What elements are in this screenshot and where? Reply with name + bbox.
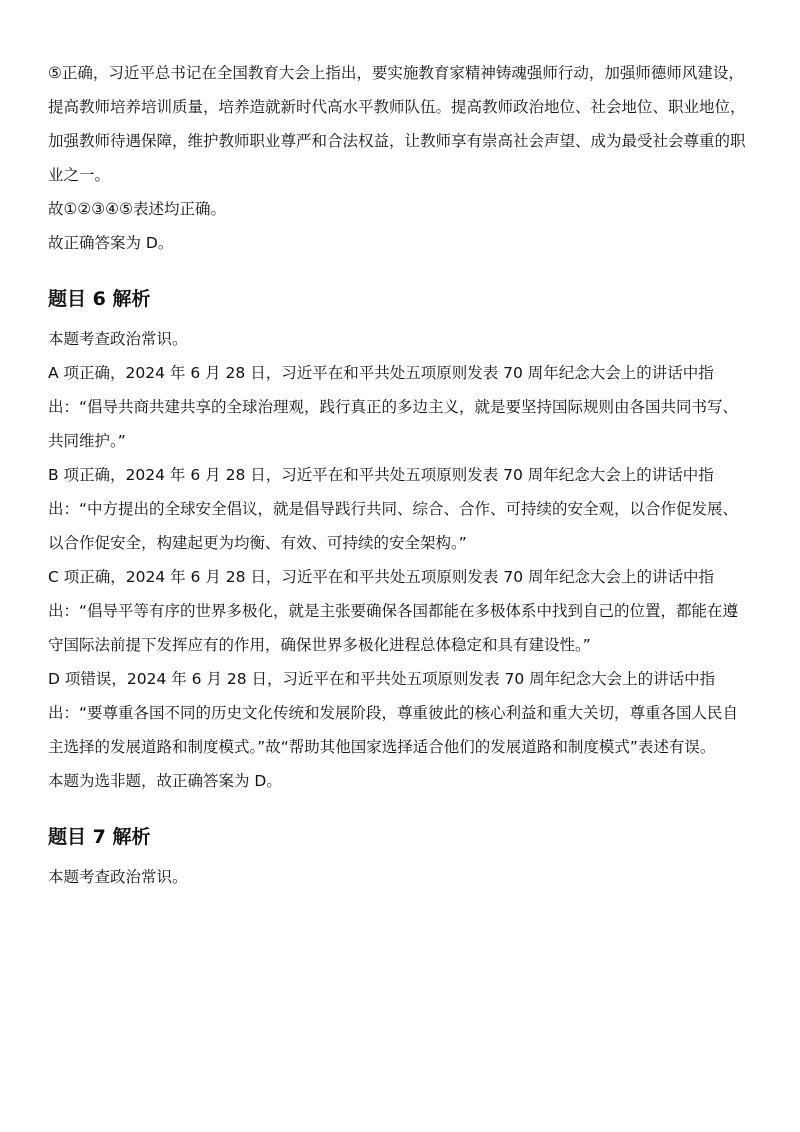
section6-heading: 题目 6 解析 <box>48 288 151 310</box>
section6-item-b: B 项正确，2024 年 6 月 28 日，习近平在和平共处五项原则发表 70 周年纪念大会上的讲话中指出：“中方提出的全球安全倡议，就是倡导践行共同、综合、合作、可持续的安全观，以合作促发展、以合作促安全，构建起更为均衡、有效、可持续的安全架构。” <box>48 466 739 552</box>
document-page <box>48 56 752 894</box>
paragraph-answer: 故正确答案为 D。 <box>48 234 174 252</box>
section6-item-c: C 项正确，2024 年 6 月 28 日，习近平在和平共处五项原则发表 70 周年纪念大会上的讲话中指出：“倡导平等有序的世界多极化，就是主张要确保各国都能在多极体系中找到自己的位置，都能在遵守国际法前提下发挥应有的作用，确保世界多极化进程总体稳定和具有建设性。” <box>48 568 739 654</box>
section7-heading: 题目 7 解析 <box>48 826 151 848</box>
paragraph-summary: 故①②③④⑤表述均正确。 <box>48 200 226 218</box>
section6-item-d: D 项错误，2024 年 6 月 28 日，习近平在和平共处五项原则发表 70 周年纪念大会上的讲话中指出：“要尊重各国不同的历史文化传统和发展阶段，尊重彼此的核心利益和重大关切，尊重各国人民自主选择的发展道路和制度模式。”故“帮助其他国家选择适合他们的发展道路和制度模式”表述有误。 <box>48 670 739 756</box>
section6-conclusion: 本题为选非题，故正确答案为 D。 <box>48 772 282 790</box>
section6-item-a: A 项正确，2024 年 6 月 28 日，习近平在和平共处五项原则发表 70 周年纪念大会上的讲话中指出：“倡导共商共建共享的全球治理观，践行真正的多边主义，就是要坚持国际规则由各国共同书写、共同维护。” <box>48 364 739 450</box>
section6-intro: 本题考查政治常识。 <box>48 330 188 348</box>
section7-intro: 本题考查政治常识。 <box>48 868 188 886</box>
paragraph-item5: ⑤正确，习近平总书记在全国教育大会上指出，要实施教育家精神铸魂强师行动，加强师德师风建设，提高教师培养培训质量，培养造就新时代高水平教师队伍。提高教师政治地位、社会地位、职业地位，加强教师待遇保障，维护教师职业尊严和合法权益，让教师享有崇高社会声望、成为最受社会尊重的职业之一。 <box>48 64 746 184</box>
